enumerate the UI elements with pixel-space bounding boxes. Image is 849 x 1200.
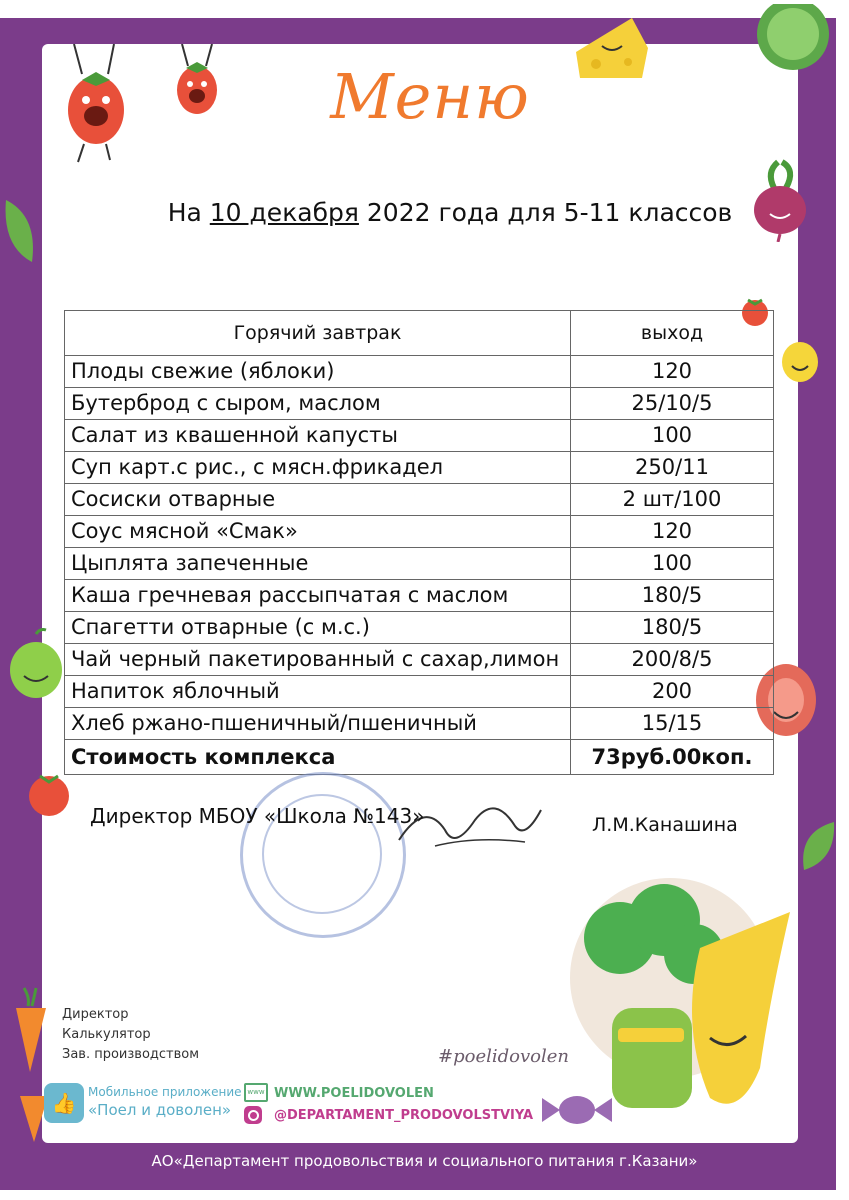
dish-yield: 180/5 (571, 612, 774, 644)
dish-yield: 15/15 (571, 708, 774, 740)
total-row (65, 740, 774, 775)
table-row (65, 676, 774, 708)
dish-yield: 250/11 (571, 452, 774, 484)
table-row (65, 388, 774, 420)
dish-name: Салат из квашенной капусты (65, 420, 571, 452)
table-row (65, 452, 774, 484)
table-header-row (65, 311, 774, 356)
header-cell-dish: Горячий завтрак (65, 311, 571, 356)
total-value: 73руб.00коп. (571, 740, 774, 775)
leaf-icon (2, 196, 42, 266)
dish-name: Сосиски отварные (65, 484, 571, 516)
dish-yield: 100 (571, 548, 774, 580)
tomato-character-icon (62, 44, 132, 164)
cucumber-slice-icon (748, 4, 838, 74)
menu-table (64, 310, 774, 775)
thumbs-up-app-icon: 👍 (44, 1083, 84, 1123)
dish-yield: 180/5 (571, 580, 774, 612)
lemon-face-icon (780, 340, 820, 384)
leaf-icon (798, 818, 838, 874)
cheese-icon (572, 12, 652, 84)
dish-yield: 100 (571, 420, 774, 452)
table-row (65, 548, 774, 580)
dish-name: Плоды свежие (яблоки) (65, 356, 571, 388)
header-cell-yield: выход (571, 311, 774, 356)
small-tomato-icon (26, 768, 72, 818)
total-label: Стоимость комплекса (65, 740, 571, 775)
mobile-app-info (88, 1083, 242, 1119)
subtitle-prefix: На (167, 198, 210, 227)
dish-name: Каша гречневая рассыпчатая с маслом (65, 580, 571, 612)
dish-name: Суп карт.с рис., с мясн.фрикадел (65, 452, 571, 484)
dish-name: Соус мясной «Смак» (65, 516, 571, 548)
instagram-icon (244, 1106, 262, 1124)
dish-name: Бутерброд с сыром, маслом (65, 388, 571, 420)
dish-name: Напиток яблочный (65, 676, 571, 708)
app-label: Мобильное приложение (88, 1085, 242, 1099)
role-production-head: Зав. производством (62, 1047, 200, 1062)
dish-name: Спагетти отварные (с м.с.) (65, 612, 571, 644)
dish-yield: 2 шт/100 (571, 484, 774, 516)
dish-yield: 120 (571, 516, 774, 548)
page-title: Меню (330, 60, 530, 133)
dish-name: Цыплята запеченные (65, 548, 571, 580)
table-row (65, 708, 774, 740)
table-row (65, 420, 774, 452)
website-link: WWW.POELIDOVOLEN (274, 1086, 434, 1101)
website-icon: www (244, 1083, 268, 1102)
instagram-handle: @DEPARTAMENT_PRODOVOLSTVIYA (274, 1108, 534, 1123)
table-row (65, 612, 774, 644)
footer-organization: АО«Департамент продовольствия и социального питания г.Казани» (151, 1152, 698, 1170)
hashtag: #poelidovolen (438, 1046, 569, 1067)
carrot-character-icon (6, 984, 56, 1074)
table-row (65, 484, 774, 516)
dish-name: Хлеб ржано-пшеничный/пшеничный (65, 708, 571, 740)
candy-icon (540, 1090, 614, 1130)
table-row (65, 516, 774, 548)
director-name: Л.М.Канашина (592, 814, 738, 836)
subtitle-date: 10 декабря (209, 198, 359, 227)
dish-yield: 200/8/5 (571, 644, 774, 676)
table-row (65, 580, 774, 612)
menu-subtitle (60, 198, 840, 227)
app-name: «Поел и доволен» (88, 1101, 232, 1119)
signature-roles (62, 1005, 199, 1065)
dish-yield: 25/10/5 (571, 388, 774, 420)
dish-yield: 120 (571, 356, 774, 388)
table-row (65, 356, 774, 388)
director-school-label: Директор МБОУ «Школа №143» (90, 804, 425, 828)
apple-character-icon (6, 628, 66, 700)
dish-yield: 200 (571, 676, 774, 708)
dish-name: Чай черный пакетированный с сахар,лимон (65, 644, 571, 676)
role-director: Директор (62, 1007, 129, 1022)
role-calculator: Калькулятор (62, 1027, 151, 1042)
subtitle-suffix: 2022 года для 5-11 классов (358, 198, 733, 227)
table-row (65, 644, 774, 676)
tomato-character-icon (172, 44, 222, 134)
